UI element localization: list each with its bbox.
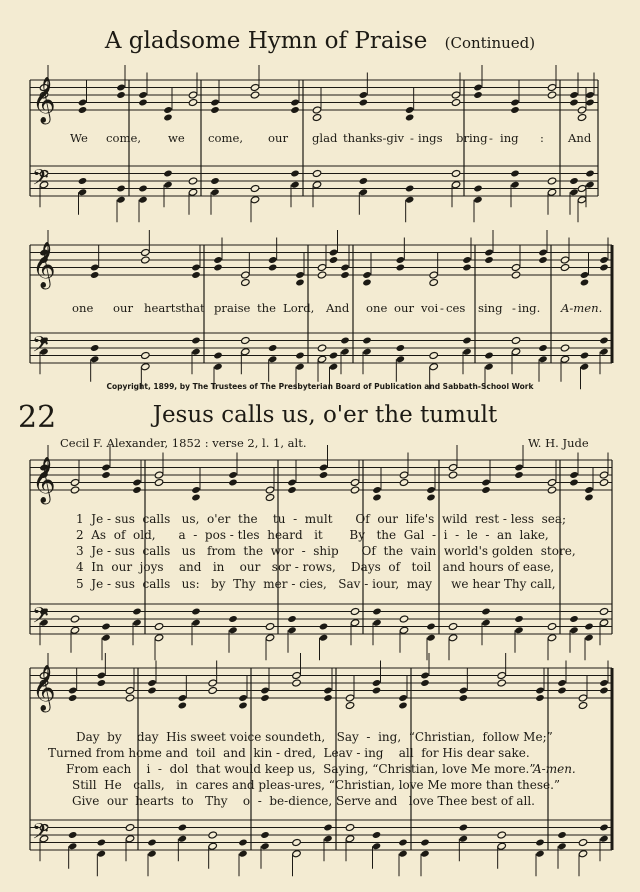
lyric-syllable: hearts bbox=[144, 301, 182, 315]
lyric-syllable: - bbox=[410, 131, 414, 145]
lyric-syllable: Lord, bbox=[283, 301, 315, 315]
lyric-syllable: our bbox=[268, 131, 288, 145]
hymn-title bbox=[0, 28, 640, 54]
verse-line: 3 Je - sus calls us from the wor - ship Of the vain world's golden store, bbox=[76, 544, 576, 558]
lyric-syllable: And bbox=[568, 131, 592, 145]
lyric-syllable: the bbox=[257, 301, 276, 315]
verse-line: 1 Je - sus calls us, o'er the tu - mult Of our life's wild rest - less sea; bbox=[76, 512, 567, 526]
hymn-subtitle: (Continued) bbox=[444, 34, 536, 52]
lyric-syllable: : bbox=[540, 131, 544, 145]
lyric-syllable: voi bbox=[421, 301, 439, 315]
lyric-syllable: thanks-giv bbox=[343, 131, 405, 145]
verse-line: Give our hearts to Thy o - be-dience, Serve and love Thee best of all. bbox=[72, 794, 535, 808]
lyric-syllable: we bbox=[168, 131, 185, 145]
lyric-syllable: - bbox=[489, 131, 493, 145]
hymn-number: 22 bbox=[18, 400, 57, 435]
lyric-syllable: sing bbox=[478, 301, 503, 315]
svg-text:𝄞: 𝄞 bbox=[32, 665, 56, 711]
composer-credit: W. H. Jude bbox=[528, 436, 589, 450]
author-credit: Cecil F. Alexander, 1852 : verse 2, l. 1, alt. bbox=[60, 436, 307, 450]
lyric-syllable: ces bbox=[446, 301, 466, 315]
lyric-syllable: - bbox=[512, 301, 516, 315]
lyric-syllable: one bbox=[366, 301, 388, 315]
lyric-syllable: come, bbox=[106, 131, 142, 145]
lyric-syllable: come, bbox=[208, 131, 244, 145]
lyric-syllable: one bbox=[72, 301, 94, 315]
lyric-syllable: praise bbox=[214, 301, 251, 315]
svg-text:𝄢: 𝄢 bbox=[32, 165, 49, 196]
copyright-notice: Copyright, 1899, by The Trustees of The Presbyterian Board of Publication and Sabbath-School Work bbox=[106, 382, 534, 391]
verse-line: Day by day His sweet voice soundeth, Say - ing, “Christian, follow Me;” bbox=[76, 730, 553, 744]
svg-text:𝄞: 𝄞 bbox=[32, 457, 56, 503]
lyric-syllable: our bbox=[113, 301, 133, 315]
lyric-syllable: bring bbox=[456, 131, 488, 145]
verse-line: Turned from home and toil and kin - dred, Leav - ing all for His dear sake. bbox=[48, 746, 530, 760]
lyric-syllable: that bbox=[181, 301, 205, 315]
lyric-syllable: And bbox=[326, 301, 350, 315]
lyric-syllable: A-men. bbox=[561, 301, 603, 315]
lyric-syllable: ing bbox=[500, 131, 519, 145]
lyric-syllable: glad bbox=[312, 131, 338, 145]
verse-line: 4 In our joys and in our sor - rows, Days of toil and hours of ease, bbox=[76, 560, 555, 574]
verse-line: 5 Je - sus calls us: by Thy mer - cies, Sav - iour, may we hear Thy call, bbox=[76, 577, 556, 591]
verse-line: 2 As of old, a - pos - tles heard it By the Gal - i - le - an lake, bbox=[76, 528, 549, 542]
svg-text:𝄢: 𝄢 bbox=[32, 603, 49, 634]
lyric-syllable: our bbox=[394, 301, 414, 315]
svg-text:𝄢: 𝄢 bbox=[32, 332, 49, 363]
lyric-syllable: ings bbox=[418, 131, 443, 145]
svg-text:𝄢: 𝄢 bbox=[32, 819, 49, 850]
lyric-syllable: We bbox=[70, 131, 88, 145]
hymn-title: Jesus calls us, o'er the tumult bbox=[152, 402, 498, 428]
svg-text:𝄞: 𝄞 bbox=[32, 242, 56, 288]
verse-line: Still He calls, in cares and pleas-ures, “Christian, love Me more than these.” bbox=[72, 778, 561, 792]
amen-label: A-men. bbox=[533, 762, 576, 776]
hymn-title-text: A gladsome Hymn of Praise bbox=[104, 28, 428, 54]
verse-line: From each i - dol that would keep us, Saying, “Christian, love Me more.” bbox=[66, 762, 536, 776]
lyric-syllable: - bbox=[440, 301, 444, 315]
svg-text:𝄞: 𝄞 bbox=[32, 77, 56, 123]
lyric-syllable: ing. bbox=[518, 301, 541, 315]
